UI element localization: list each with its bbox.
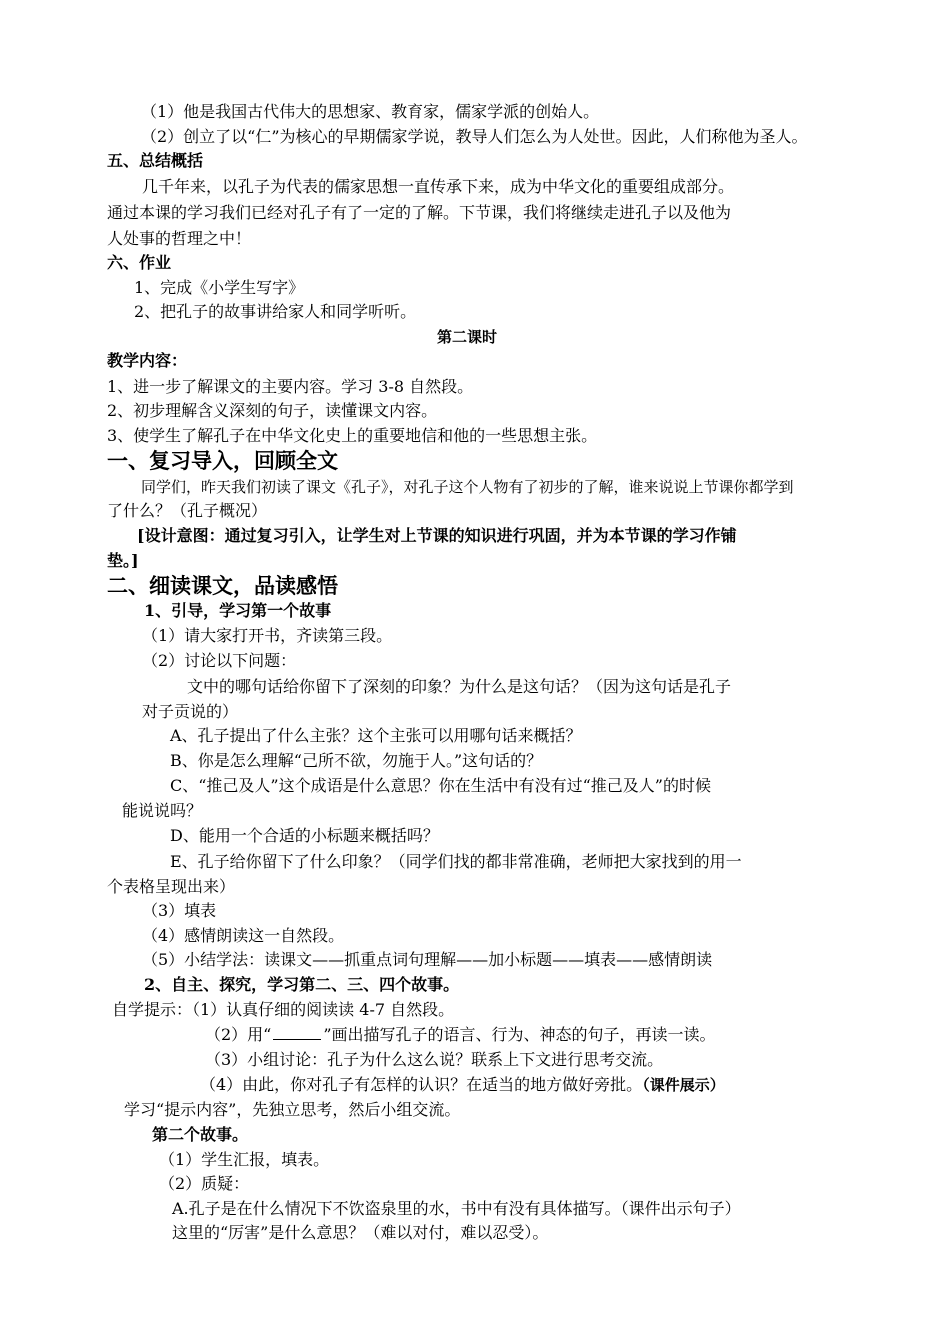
subsection-heading: 1、引导，学习第一个故事 — [144, 601, 332, 620]
text-segment: ”画出描写孔子的语言、行为、神态的句子，再读一读。 — [323, 1025, 716, 1044]
text-line: 能说说吗？ — [122, 801, 203, 820]
text-line: 几千年来，以孔子为代表的儒家思想一直传承下来，成为中华文化的重要组成部分。 — [142, 177, 735, 196]
section-heading-large: 一、复习导入，回顾全文 — [107, 448, 338, 473]
text-line: 1、进一步了解课文的主要内容。学习 3-8 自然段。 — [107, 377, 474, 396]
design-intent-note: 垫。] — [107, 551, 139, 570]
text-line: 人处事的哲理之中！ — [107, 229, 252, 248]
courseware-note: （课件展示） — [642, 1076, 725, 1094]
text-line — [200, 1074, 725, 1096]
text-line: 同学们，昨天我们初读了课文《孔子》，对孔子这个人物有了初步的了解，谁来说说上节课你都学到 — [141, 478, 794, 496]
section-heading: 六、作业 — [107, 253, 172, 272]
section-heading: 五、总结概括 — [107, 151, 204, 170]
underline-blank — [273, 1025, 321, 1040]
text-line: （2）创立了以“仁”为核心的早期儒家学说，教导人们怎么为人处世。因此，人们称他为圣人。 — [141, 127, 808, 146]
text-line: 这里的“厉害”是什么意思？（难以对付，难以忍受）。 — [172, 1223, 549, 1242]
text-line: 2、初步理解含义深刻的句子，读懂课文内容。 — [107, 401, 438, 420]
text-line: （2）质疑： — [159, 1174, 250, 1193]
text-line: （1）他是我国古代伟大的思想家、教育家，儒家学派的创始人。 — [141, 102, 600, 121]
text-line: 文中的哪句话给你留下了深刻的印象？为什么是这句话？（因为这句话是孔子 — [187, 677, 732, 696]
text-segment: （4）由此，你对孔子有怎样的认识？在适当的地方做好旁批。 — [200, 1075, 643, 1094]
text-line: 个表格呈现出来） — [107, 877, 236, 896]
subsection-heading: 2、自主、探究，学习第二、三、四个故事。 — [144, 975, 460, 994]
text-line: （3）小组讨论：孔子为什么这么说？联系上下文进行思考交流。 — [205, 1050, 664, 1069]
text-segment: （2）用“ — [205, 1025, 272, 1044]
text-line: （3）填表 — [142, 901, 217, 920]
text-line: 通过本课的学习我们已经对孔子有了一定的了解。下节课，我们将继续走进孔子以及他为 — [107, 203, 732, 222]
section-heading-large: 二、细读课文，品读感悟 — [107, 573, 338, 598]
text-line: 对子贡说的） — [142, 702, 239, 721]
lesson-title: 第二课时 — [437, 328, 498, 346]
design-intent-note: [设计意图：通过复习引入，让学生对上节课的知识进行巩固，并为本节课的学习作铺 — [137, 526, 737, 545]
text-line: A.孔子是在什么情况下不饮盗泉里的水，书中有没有具体描写。（课件出示句子） — [172, 1199, 741, 1218]
text-line: A、孔子提出了什么主张？这个主张可以用哪句话来概括？ — [170, 726, 582, 745]
subsection-heading: 第二个故事。 — [152, 1125, 249, 1144]
text-line: （2）讨论以下问题： — [142, 651, 297, 670]
text-line — [205, 1024, 716, 1046]
text-line: 学习“提示内容”，先独立思考，然后小组交流。 — [124, 1100, 461, 1119]
text-line: D、能用一个合适的小标题来概括吗？ — [170, 826, 439, 845]
section-heading: 教学内容： — [107, 351, 188, 370]
text-line: （4）感情朗读这一自然段。 — [142, 926, 345, 945]
text-line: 3、使学生了解孔子在中华文化史上的重要地信和他的一些思想主张。 — [107, 426, 598, 445]
text-line: 1、完成《小学生写字》 — [134, 278, 305, 297]
text-line: C、“推己及人”这个成语是什么意思？你在生活中有没有过“推己及人”的时候 — [170, 776, 711, 795]
text-line: （5）小结学法：读课文——抓重点词句理解——加小标题——填表——感情朗读 — [142, 950, 713, 969]
text-line: （1）学生汇报，填表。 — [159, 1150, 330, 1169]
text-line: 了什么？（孔子概况） — [107, 501, 268, 520]
text-line: E、孔子给你留下了什么印象？（同学们找的都非常准确，老师把大家找到的用一 — [170, 852, 742, 871]
text-line: B、你是怎么理解“己所不欲，勿施于人。”这句话的？ — [170, 751, 543, 770]
text-line: （1）请大家打开书，齐读第三段。 — [142, 626, 393, 645]
text-line: 2、把孔子的故事讲给家人和同学听听。 — [134, 302, 417, 321]
text-line: 自学提示：（1）认真仔细的阅读读 4-7 自然段。 — [112, 1000, 455, 1019]
